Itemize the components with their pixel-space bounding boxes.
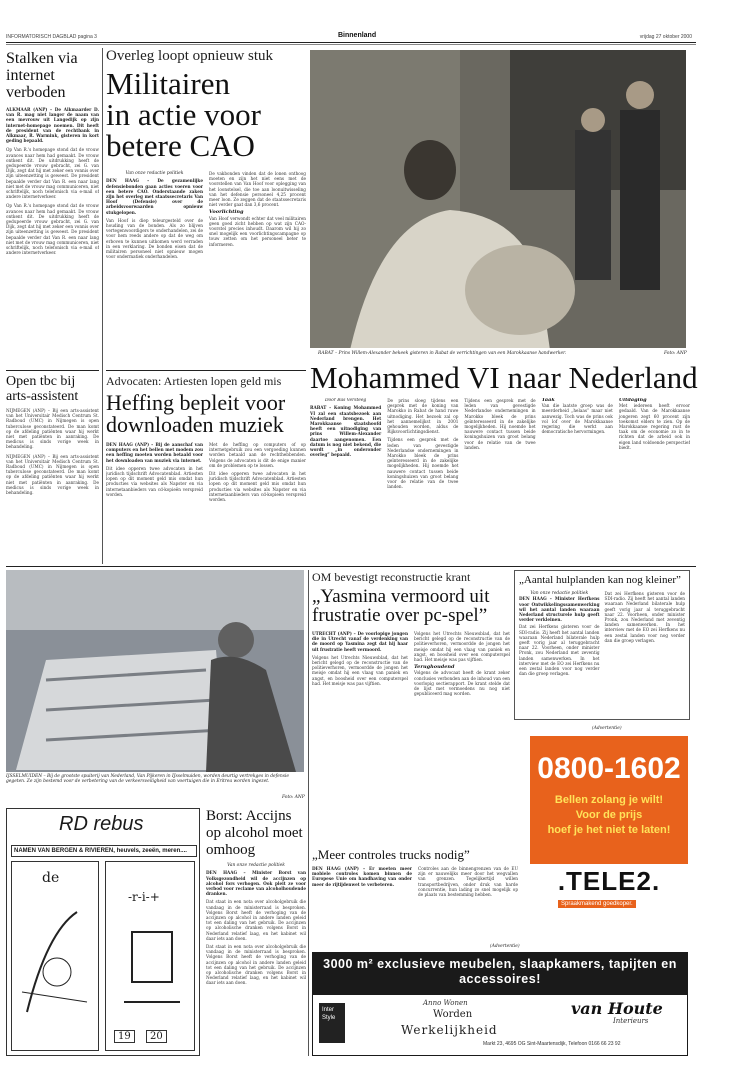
tele2-line-1: Bellen zolang je wilt! bbox=[554, 794, 664, 806]
controles-lead: DEN HAAG (ANP) – Er moeten meer mobiele controles komen binnen de Europese Unie om handhaving van onder meer de rijtijdenwet te verbeteren. bbox=[312, 866, 412, 887]
left-story-tbc bbox=[6, 374, 99, 564]
controles-body: Controles aan de binnengrenzen van de EU zijn er nauwelijks meer door het wegvallen van grenzen. Tegelijkertijd willen transportbedrijven, onder druk van harde concurrentie, hun lading zo snel mogelijk op de plaats van bestemming hebben. bbox=[418, 866, 518, 898]
mohammed-body-4: Met iedereen heeft ervoor gedaald. Van de Marokkaanse jongeren zegt 60 procent zijn toekomst elders te zien. Op de Marokkaanse regering rust de taak om de economie zo in te richten dat de arbeid ook in eigen land voldoende perspectief biedt. bbox=[618, 403, 690, 450]
header-section: Binnenland bbox=[338, 32, 377, 39]
ijsselmuiden-credit: Foto: ANP bbox=[282, 795, 305, 800]
borst-body-2: Dat staat in een nota over alcoholgebruik die vandaag in de ministerraad is besproken. Volgens Borst heeft de verhoging van de accijnzen op alcohol in andere landen geleid tot een daling van het gebruik. De accijnzen op alcoholische dranken volgens Borst in Nederland relatief laag, en het kabinet wil daar iets aan doen. bbox=[206, 944, 306, 986]
mohammed-subhead-taak: Taak bbox=[541, 398, 555, 403]
rebus-box bbox=[6, 808, 200, 1056]
rebus-panel-2 bbox=[105, 861, 195, 1051]
borst-headline: Borst: Accijns op alcohol moet omhoog bbox=[206, 808, 303, 858]
yasmina-headline-1: „Yasmina vermoord uit bbox=[312, 586, 490, 607]
yasmina-body-2: Volgens de advocaat heeft de krant zeker conclusies verbonden aan de inhoud van een voorlopig sectierapport. De krant stelde dat de lijst met vermoedens nu nog niet gepubliceerd mag worden. bbox=[414, 670, 510, 697]
tele2-logo-box bbox=[530, 864, 688, 916]
mohammed-byline: Door Bas Versteeg bbox=[324, 398, 367, 403]
advocaten-body-2: Met de heffing op computers of op internetgebruik zou een vergoeding kunnen worden betaald aan de rechthebbenden. Volgens de advocaten is dit de enige manier om de problemen op te lossen. bbox=[209, 442, 306, 468]
rebus-num-2: 20 bbox=[146, 1030, 167, 1043]
yasmina-body-1b: Volgens het Utrechts Nieuwsblad, dat het bericht gelegd op de reconstructie van de politieverhoren, vermoordde de jongen het meisje omdat hij een vlaag van paniek en angst, en boosheid over een computerspel had. Het meisje was pas vijftien. bbox=[414, 631, 510, 663]
article-advocaten bbox=[106, 374, 306, 564]
militairen-lead: DEN HAAG – De gezamenlijke defensiebonden gaan acties voeren voor een betere CAO. Onderstaande zaken zijn het overleg met staatssecretaris Van Hoof (Defensie) over de arbeidsvoorwaarden opnieuw stukgelopen. bbox=[106, 178, 203, 215]
advocaten-body-1: Dit idee opperen twee advocaten in het juridisch tijdschrift Advocatenblad. Artiesten lopen op dit moment geld mis omdat hun producties via websites als Napster en via internetaanbieders van cd-kopieën verspreid worden. bbox=[106, 465, 203, 497]
article-aantal bbox=[514, 570, 690, 720]
militairen-headline-2: in actie voor bbox=[106, 97, 261, 132]
tele2-adv-label: (Advertentie) bbox=[592, 726, 622, 731]
van-houte-main: 3000 m² exclusieve meubelen, slaapkamers, tapijten en accessoires! bbox=[323, 957, 677, 986]
stalken-body-2: Op Van R.'s homepage stond dat de vrouw avances naar hem had gemaakt. De vrouw ontkent dit. De uitdrukking heeft de gedupeerde vrouw gebracht, zei G. van Dijk, zegt dat hij met zeker een vonnis over zijn uiteenzetting is geweest. De president bepaalde verder dat Van R. een naar lang niet met de vrouw mag communiceren, niet schriftelijk, noch telefonisch via e-mail of andere internetverkeer. bbox=[6, 203, 99, 256]
mohammed-body-2: Tijdens een gesprek met de leden van gevestigde Nederlandse ondernemingen in Marokko bleek de prins geïnteresseerd in de zakelijke mogelijkheden. Hij noemde het nauwere contact tussen beide koningshuizen van groot belang voor de relatie van de twee landen. bbox=[387, 437, 459, 490]
advocaten-kicker: Advocaten: Artiesten lopen geld mis bbox=[106, 374, 282, 388]
photo-rabat bbox=[310, 50, 686, 348]
mohammed-article bbox=[310, 398, 690, 566]
tele2-line-3: hoef je het niet te laten! bbox=[547, 824, 671, 836]
mohammed-body-2b: Tijdens een gesprek met de leden van gevestigde Nederlandse ondernemingen in Marokko bleek de prins geïnteresseerd in de zakelijke mogelijkheden. Hij noemde het nauwere contact tussen beide koningshuizen van groot belang voor de relatie van de twee landen. bbox=[464, 398, 536, 450]
militairen-subhead: Voorlichting bbox=[209, 209, 244, 216]
mohammed-subhead-uitdaging: Uitdaging bbox=[618, 398, 647, 403]
borst-byline: Van onze redactie politiek bbox=[227, 863, 285, 868]
stalken-title: Stalken via internet verboden bbox=[6, 50, 78, 101]
mohammed-lead: RABAT – Koning Mohammed VI zal een staatsbezoek aan Nederland brengen. Het Marokkaanse staatshoofd heeft een uitnodiging van prins Willem-Alexander daartoe aangenomen. Een datum is nog niet bekend, die wordt „in onderonder overleg” bepaald. bbox=[310, 405, 382, 458]
mohammed-body-1: De prins sloeg tijdens een gesprek met de koning van Marokko in Rabat de hand ruwe uitnodiging. Het bezoek zal op het aannemelijkst in 2001 gehouden worden, aldus de Rijksvoorlichtingsdienst. bbox=[387, 398, 459, 435]
rabat-caption: RABAT – Prins Willem-Alexander bekeek gisteren in Rabat de verrichtingen van een Marokkaanse handwerker. bbox=[318, 351, 567, 356]
rebus-label-1: de bbox=[42, 870, 60, 886]
militairen-body-1: Van Hoof is diep teleurgesteld over de houding van de bonden. Als zo blijven vertegenwoordigers te onderhandelen, zei de voor hem reeds andere op dat de weg om erboven te kunnen uitkomen werd verraden in een verklaring. De bonden eisen dat de militairen personeel niet opnieuw mogen voor ondermatiek onderhandelen. bbox=[106, 217, 203, 260]
advocaten-body-1b: Dit idee opperen twee advocaten in het juridisch tijdschrift Advocatenblad. Artiesten lopen op dit moment geld mis omdat hun producties via websites als Napster en via internetaanbieders van cd-kopieën verspreid worden. bbox=[209, 471, 306, 503]
inter-style-logo: Inter Style bbox=[319, 1003, 345, 1043]
tbc-body: NIJMEGEN (ANP) – Bij een arts-assistent van het Universitair Medisch Centrum St. Radboud (UMC) in Nijmegen is open tuberculose geconstateerd. De man komt op de afdeling patiënten waar hij werkt niet met patiënten in aanraking. De medicus is sinds vorige week in behandeling. bbox=[6, 408, 99, 450]
bottom-adv-label: (Advertentie) bbox=[490, 944, 520, 949]
aantal-headline: „Aantal hulplanden kan nog kleiner” bbox=[519, 574, 681, 586]
militairen-body-2: De vakbonden vinden dat de lonen onthoog moeten en zijn het niet eens met de voorstellen van Van Hoof voor oplegging van het loonstelsel, die toe aan loonuitwisseling van het defensie personeel 4,25 procent meer loon. Ze zeggen dat de staatssecretaris niet verder gaat dan 3,6 procent. bbox=[209, 171, 306, 208]
article-yasmina bbox=[312, 570, 510, 842]
tbc-body-2: NIJMEGEN (ANP) – Bij een arts-assistent van het Universitair Medisch Centrum St. Radboud (UMC) in Nijmegen is open tuberculose geconstateerd. De man komt op de afdeling patiënten waar hij werkt niet met patiënten in aanraking. De medicus is sinds vorige week in behandeling. bbox=[6, 453, 99, 496]
werkelijkheid: Werkelijkheid bbox=[401, 1023, 498, 1037]
rebus-drawing-2 bbox=[114, 922, 190, 1012]
van-houte-brand: van Houte bbox=[571, 999, 663, 1018]
stalken-body: Op Van R.'s homepage stond dat de vrouw avances naar hem had gemaakt. De vrouw ontkent dit. De uitdrukking heeft de gedupeerde vrouw gebracht, zei G. van Dijk, zegt dat hij met zeker een vonnis over zijn uiteenzetting is geweest. De president bepaalde verder dat Van R. een naar lang niet met de vrouw mag communiceren, niet schriftelijk, noch telefonisch via e-mail of andere internetverkeer. bbox=[6, 147, 99, 200]
mohammed-headline: Mohammed VI naar Nederland bbox=[310, 360, 698, 395]
van-houte-bottom bbox=[312, 994, 688, 1056]
militairen-headline-3: betere CAO bbox=[106, 128, 255, 163]
rebus-panel-1 bbox=[11, 861, 99, 1051]
militairen-body-3: Van Hoof verwondt echter dat veel militairen geen goed zicht hebben op wat zijn CAO-voorstel precies inhoudt. Daarom wil hij zo snel mogelijk een voorlichtingscampagne op touw zetten om het personeel beter te informeren. bbox=[209, 215, 306, 247]
controles-headline: „Meer controles trucks nodig” bbox=[312, 848, 470, 862]
advocaten-headline-2: downloaden muziek bbox=[106, 412, 284, 437]
rabat-credit: Foto: ANP bbox=[664, 351, 687, 356]
yasmina-body-1: Volgens het Utrechts Nieuwsblad, dat het bericht gelegd op de reconstructie van de politieverhoren, vermoordde de jongen het meisje omdat hij een vlaag van paniek en angst, en boosheid over een computerspel had. Het meisje was pas vijftien. bbox=[312, 654, 408, 686]
article-borst bbox=[206, 808, 306, 1056]
yasmina-kicker: OM bevestigt reconstructie krant bbox=[312, 570, 471, 584]
yasmina-headline-2: frustratie over pc-spel” bbox=[312, 605, 488, 626]
header-date: vrijdag 27 oktober 2000 bbox=[639, 34, 692, 40]
aantal-lead: DEN HAAG – Minister Herfkens voor Ontwikkelingssamenwerking wil het aantal landen waaraan Nederland structurele hulp geeft verder verkleinen. bbox=[519, 596, 600, 623]
ijsselmuiden-caption: IJSSELMUIDEN – Bij de grootste spuiterij van Nederland, Van Pijkeren in IJsselmuiden, worden deurtig vertrekges in defensie gegeten. Ze zijn bestemd voor de verbetering van de verkeersveiligheid van voertuigen die in Eritrea worden ingezet. bbox=[6, 774, 289, 785]
militairen-headline-1: Militairen bbox=[106, 66, 230, 101]
left-story-stalken bbox=[6, 50, 99, 365]
rebus-strip: NAMEN VAN BERGEN & RIVIEREN, heuvels, zeeën, meren.... bbox=[11, 845, 197, 857]
van-houte-address: Markt 23, 4695 OG Sint-Maartensdijk, Telefoon 0166 66 23 92 bbox=[483, 1041, 621, 1047]
rabat-photo-art bbox=[310, 50, 686, 348]
article-militairen bbox=[106, 48, 306, 366]
mohammed-body-3: Van die laatste groep was de meerderheid „helaas” maar niet aanwezig. Toch was de prins ook vol lof over de Marokkaanse regering die werkt aan democratische hervormingen. bbox=[541, 403, 613, 435]
militairen-kicker: Overleg loopt opnieuw stuk bbox=[106, 48, 274, 64]
tele2-phone[interactable]: 0800-1602 bbox=[537, 752, 681, 785]
yasmina-lead: UTRECHT (ANP) – De voorlopige jongen die in Utrecht vanaf de verdenking van de moord op Yasmina zegt dat hij haar uit frustratie heeft vermoord. bbox=[312, 631, 408, 652]
militairen-byline: Van onze redactie politiek bbox=[125, 171, 184, 176]
aantal-body-2: Dat zei Herfkens gisteren voor de SDI-radio. Zij heeft het aantal landen waaraan Nederland bilaterale hulp geeft vorig jaar al teruggebracht naar 22. Voorheen, onder minister Pronk, zou Nederland met zeventig landen samenwerken. In het interview met de EO zei Herfkens nu een zestal landen voor nog verder dan die groep verlagen. bbox=[604, 591, 685, 643]
header-paper: INFORMATORISCH DAGBLAD pagina 3 bbox=[6, 34, 97, 40]
borst-body: Dat staat in een nota over alcoholgebruik die vandaag in de ministerraad is besproken. Volgens Borst heeft de verhoging van de accijnzen op alcohol in andere landen geleid tot een daling van het gebruik. De accijnzen op alcoholische dranken volgens Borst in Nederland relatief laag, en het kabinet wil daar iets aan doen. bbox=[206, 899, 306, 941]
tbc-title: Open tbc bij arts-assistent bbox=[6, 374, 79, 404]
aantal-byline: Van onze redactie politiek bbox=[530, 591, 589, 596]
rebus-num-1: 19 bbox=[114, 1030, 135, 1043]
worden: Worden bbox=[433, 1009, 473, 1020]
article-controles bbox=[312, 848, 524, 936]
ad-tele2[interactable] bbox=[530, 736, 688, 916]
van-houte-brand-sub: Interieurs bbox=[613, 1017, 649, 1025]
yasmina-subhead: Terughoudend bbox=[414, 664, 455, 671]
ad-van-houte[interactable] bbox=[312, 952, 688, 1056]
photo-ijsselmuiden bbox=[6, 570, 304, 772]
stalken-lead: ALKMAAR (ANP) – De Alkmaarder D. van R. mag niet langer de naam van een mevrouw uit Langedijk op zijn internet-homepage noemen. Dit heeft de president van de rechtbank in Alkmaar, R. Warmink, gisteren in kort geding bepaald. bbox=[6, 107, 99, 144]
advocaten-headline-1: Heffing bepleit voor bbox=[106, 390, 286, 415]
borst-lead: DEN HAAG – Minister Borst van Volksgezondheid wil de accijnzen op alcohol fors verhogen. Ook pleit ze voor verbod voor reclame van alcoholhoudende dranken. bbox=[206, 870, 306, 897]
tele2-tagline: Spraakmakend goedkoper. bbox=[558, 900, 636, 908]
rebus-label-2: -r-i-+ bbox=[128, 890, 160, 904]
anno-wonen: Anno Wonen bbox=[423, 999, 468, 1007]
page-header bbox=[0, 30, 738, 42]
advocaten-lead: DEN HAAG (ANP) – Bij de aanschaf van computers en het bellen met modem zou een heffing moeten worden betaald voor het downloaden van muziek via internet. bbox=[106, 442, 203, 463]
tele2-logo: .TELE2. bbox=[557, 866, 661, 896]
tele2-line-2: Voor de prijs bbox=[575, 809, 643, 821]
rebus-drawing-1 bbox=[17, 892, 95, 1022]
rebus-title: RD rebus bbox=[59, 813, 144, 835]
ijsselmuiden-photo-art bbox=[6, 570, 304, 772]
aantal-body: Dat zei Herfkens gisteren voor de SDI-radio. Zij heeft het aantal landen waaraan Nederland bilaterale hulp geeft vorig jaar al teruggebracht naar 22. Voorheen, onder minister Pronk, zou Nederland met zeventig landen samenwerken. In het interview met de EO zei Herfkens nu een zestal landen voor nog verder dan die groep verlagen. bbox=[519, 624, 600, 677]
